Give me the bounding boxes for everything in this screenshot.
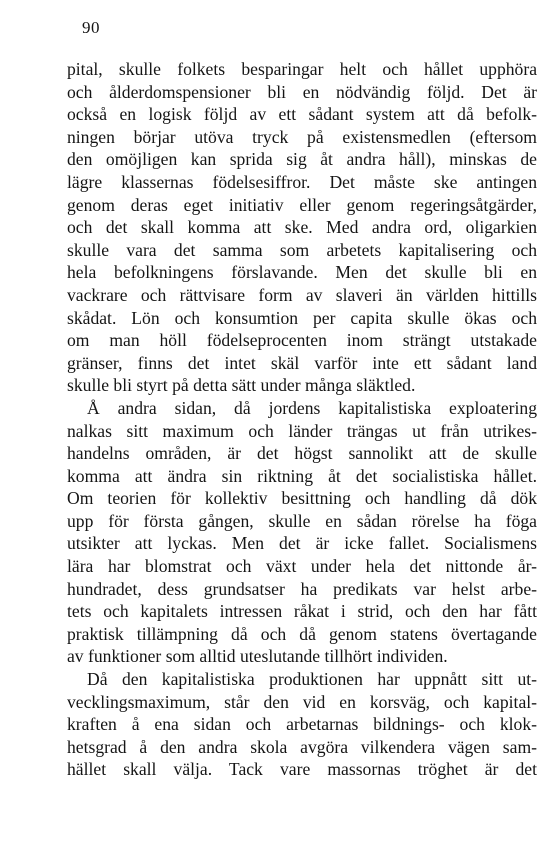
text-line: och det skall komma att ske. Med andra ord, oligarkien bbox=[67, 217, 537, 238]
paragraph bbox=[67, 668, 537, 781]
text-line: hället skall välja. Tack vare massornas tröghet är det bbox=[67, 759, 537, 780]
text-line: kraften å ena sidan och arbetarnas bildnings- och klok- bbox=[67, 714, 537, 735]
text-line: vackrare och rättvisare form av slaveri än världen hittills bbox=[67, 284, 537, 305]
text-line: handelns områden, är det högst sannolikt att de skulle bbox=[67, 443, 537, 464]
text-line: ningen börjar utöva tryck på existensmedlen (eftersom bbox=[67, 126, 537, 147]
text-line: skulle vara det samma som arbetets kapitalisering och bbox=[67, 239, 537, 260]
text-line: nalkas sitt maximum och länder trängas ut från utrikes- bbox=[67, 420, 537, 441]
text-line: och ålderdomspensioner bli en nödvändig följd. Det är bbox=[67, 81, 537, 102]
page-number: 90 bbox=[82, 18, 100, 37]
text-line: om man höll födelseprocenten inom strängt utstakade bbox=[67, 330, 537, 351]
paragraph bbox=[67, 58, 537, 397]
text-line: den omöjligen kan sprida sig åt andra håll), minskas de bbox=[67, 149, 537, 170]
text-line: Å andra sidan, då jordens kapitalistiska exploatering bbox=[87, 397, 537, 418]
text-line: komma att ändra sin riktning åt det socialistiska hållet. bbox=[67, 465, 537, 486]
body-text bbox=[67, 58, 537, 781]
text-line: utsikter att lyckas. Men det är icke fallet. Socialismens bbox=[67, 533, 537, 554]
text-line: praktisk tillämpning då och då genom statens övertagande bbox=[67, 623, 537, 644]
text-line: lära har blomstrat och växt under hela det nittonde år- bbox=[67, 556, 537, 577]
text-line: av funktioner som alltid uteslutande tillhört individen. bbox=[67, 646, 448, 667]
text-line: tets och kapitalets intressen råkat i strid, och den har fått bbox=[67, 601, 537, 622]
text-line: vecklingsmaximum, står den vid en korsväg, och kapital- bbox=[67, 691, 537, 712]
text-line: hundradet, dess grundsatser ha predikats var helst arbe- bbox=[67, 578, 537, 599]
text-line: hela befolkningens förslavande. Men det skulle bli en bbox=[67, 262, 537, 283]
text-line: skulle bli styrt på detta sätt under många släktled. bbox=[67, 375, 416, 396]
text-line: också en logisk följd av ett sådant system att då befolk- bbox=[67, 104, 537, 125]
text-line: hetsgrad å den andra skola avgöra vilkendera vägen sam- bbox=[67, 736, 537, 757]
text-line: upp för första gången, skulle en sådan rörelse ha föga bbox=[67, 510, 537, 531]
text-line: pital, skulle folkets besparingar helt och hållet upphöra bbox=[67, 59, 537, 79]
paragraph bbox=[67, 397, 537, 668]
text-line: genom deras eget initiativ eller genom regeringsåtgärder, bbox=[67, 194, 537, 215]
text-line: skådat. Lön och konsumtion per capita skulle ökas och bbox=[67, 307, 537, 328]
text-line: gränser, finns det intet skäl varför inte ett sådant land bbox=[67, 352, 537, 373]
text-line: Då den kapitalistiska produktionen har uppnått sitt ut- bbox=[87, 669, 537, 690]
text-line: Om teorien för kollektiv besittning och handling då dök bbox=[67, 488, 537, 509]
text-line: lägre klassernas födelsesiffror. Det måste ske antingen bbox=[67, 171, 537, 192]
